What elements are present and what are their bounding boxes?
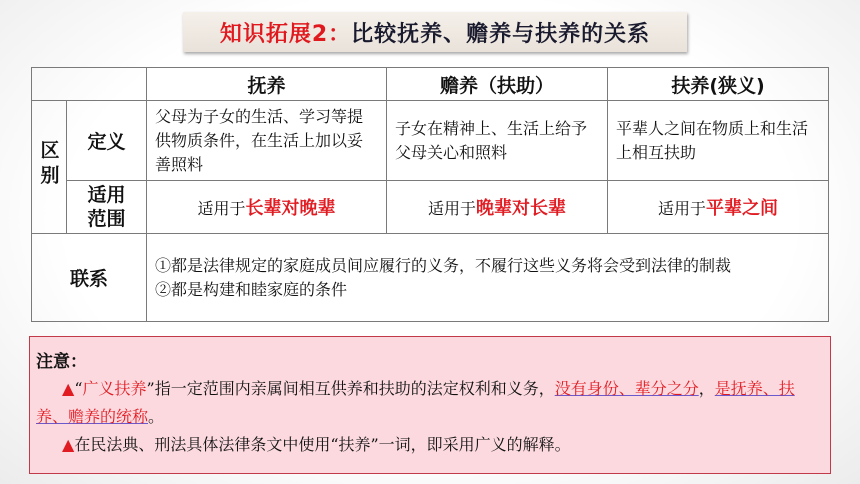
table-cell <box>147 234 829 322</box>
note-paragraph: ▲“广义扶养”指一定范围内亲属间相互供养和扶助的法定权利和义务，没有身份、辈分之分，是抚养、扶养、赡养的统称。 <box>36 379 795 426</box>
table-cell: 适用于晚辈对长辈 <box>387 181 608 234</box>
title-prefix: 知识拓展2： <box>219 21 352 47</box>
row-group-label: 区别 <box>32 101 67 234</box>
comparison-table <box>31 67 829 322</box>
title-main: 比较抚养、赡养与扶养的关系 <box>351 21 651 47</box>
note-highlight: 没有身份、辈分之分 <box>554 379 699 398</box>
column-header: 扶养(狭义) <box>608 68 829 101</box>
table-row <box>32 181 829 234</box>
table-cell: 适用于平辈之间 <box>608 181 829 234</box>
slide-title <box>183 12 687 52</box>
header-corner <box>32 68 147 101</box>
note-highlight: 是抚养、扶养、赡养的统称 <box>36 379 795 426</box>
table-cell: 平辈人之间在物质上和生活上相互扶助 <box>608 101 829 181</box>
column-header: 抚养 <box>147 68 387 101</box>
note-box <box>29 336 831 474</box>
triangle-icon: ▲ <box>62 379 75 398</box>
table-cell: 子女在精神上、生活上给予父母关心和照料 <box>387 101 608 181</box>
triangle-icon: ▲ <box>62 435 75 454</box>
table-row <box>32 234 829 322</box>
note-paragraph: ▲在民法典、刑法具体法律条文中使用“扶养”一词，即采用广义的解释。 <box>62 435 571 454</box>
row-label-definition: 定义 <box>67 101 147 181</box>
table-header-row <box>32 68 829 101</box>
link-item: ②都是构建和睦家庭的条件 <box>155 279 348 299</box>
column-header: 赡养（扶助） <box>387 68 608 101</box>
row-label-link: 联系 <box>32 234 147 322</box>
link-item: ①都是法律规定的家庭成员间应履行的义务，不履行这些义务将会受到法律的制裁 <box>155 255 732 275</box>
note-term: 广义扶养 <box>82 379 147 398</box>
table-cell: 适用于长辈对晚辈 <box>147 181 387 234</box>
table-row <box>32 101 829 181</box>
note-title: 注意： <box>36 352 87 372</box>
table-cell: 父母为子女的生活、学习等提供物质条件，在生活上加以妥善照料 <box>147 101 387 181</box>
row-label-scope: 适用范围 <box>67 181 147 234</box>
